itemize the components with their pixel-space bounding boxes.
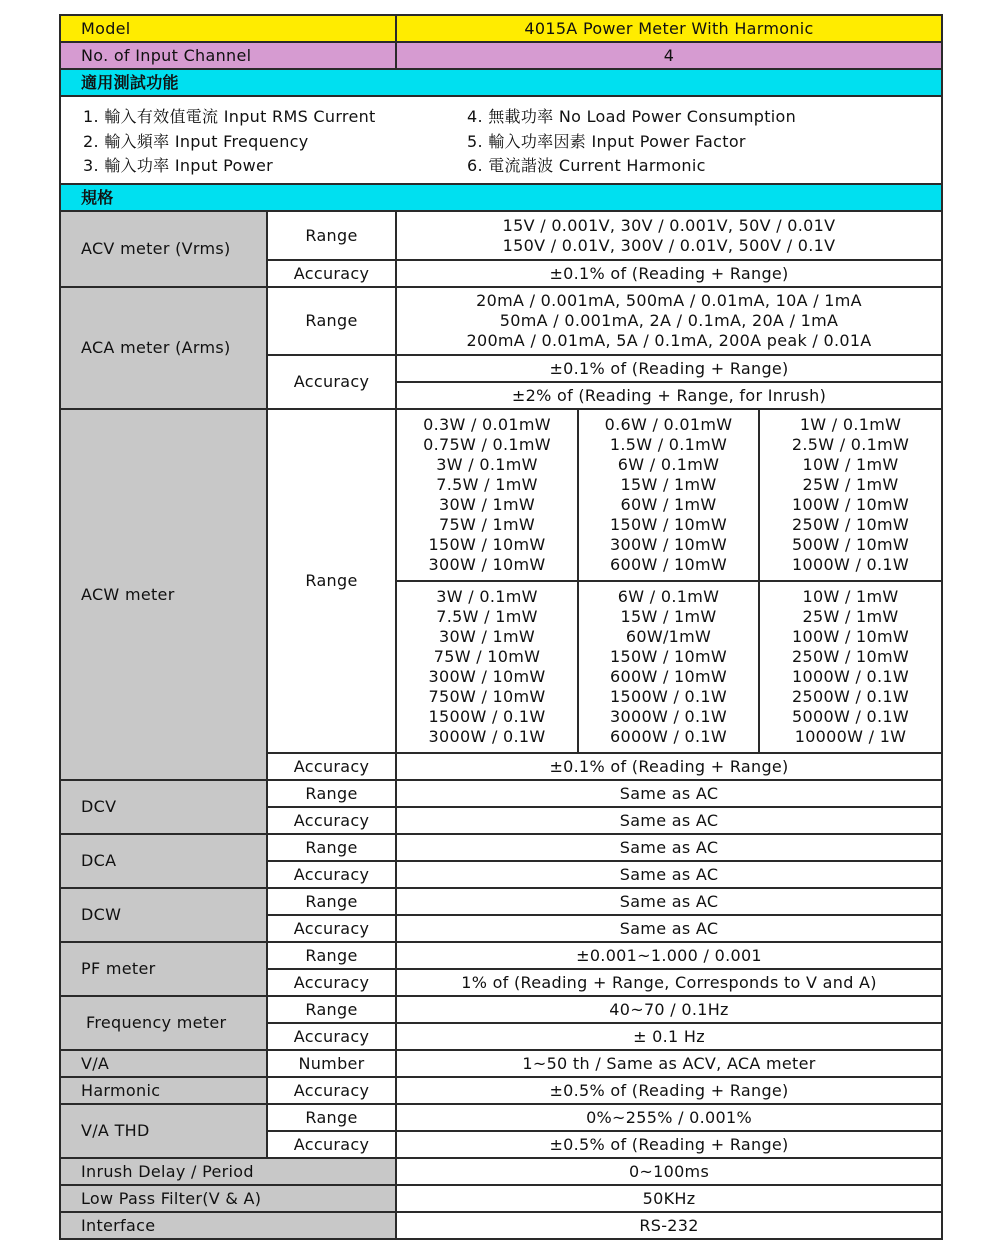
dca-accuracy-label: Accuracy xyxy=(267,861,396,888)
lpf-row xyxy=(60,1185,942,1212)
function-item: 6. 電流諧波 Current Harmonic xyxy=(467,156,706,175)
acw-range-entry: 2.5W / 0.1mW xyxy=(791,435,910,454)
interface-value: RS-232 xyxy=(396,1212,942,1239)
dcv-range-row xyxy=(60,780,942,807)
functions-list xyxy=(61,97,941,179)
acw-range-entry: 0.6W / 0.01mW xyxy=(604,415,733,434)
acw-range-entry: 300W / 10mW xyxy=(428,667,546,686)
function-item: 2. 輸入頻率 Input Frequency xyxy=(83,131,309,151)
pf-range-label: Range xyxy=(267,942,396,969)
acw-range-entry: 250W / 10mW xyxy=(792,647,910,666)
dca-accuracy-value: Same as AC xyxy=(396,861,942,888)
inrush-value: 0~100ms xyxy=(396,1158,942,1185)
functions-row xyxy=(60,96,942,184)
range-line: 150V / 0.01V, 300V / 0.01V, 500V / 0.1V xyxy=(502,235,836,255)
range-line: 200mA / 0.01mA, 5A / 0.1mA, 200A peak / 0.01A xyxy=(466,331,872,350)
lpf-label: Low Pass Filter(V & A) xyxy=(60,1185,396,1212)
spec-table xyxy=(59,14,943,1240)
va-sub-label: Number xyxy=(267,1050,396,1077)
vathd-range-label: Range xyxy=(267,1104,396,1131)
dcw-range-row xyxy=(60,888,942,915)
acw-range-entry: 7.5W / 1mW xyxy=(436,607,538,626)
acw-range-entry: 25W / 1mW xyxy=(802,607,899,626)
spec-header: 規格 xyxy=(60,184,942,211)
acw-range-entry: 1000W / 0.1W xyxy=(792,555,909,574)
dca-label: DCA xyxy=(60,834,267,888)
acw-block2-col-2 xyxy=(578,581,759,753)
acw-accuracy-label: Accuracy xyxy=(267,753,396,780)
model-row xyxy=(60,15,942,42)
dca-range-value: Same as AC xyxy=(396,834,942,861)
acw-range-entry: 750W / 10mW xyxy=(428,687,546,706)
acw-range-entry: 1W / 0.1mW xyxy=(799,415,902,434)
acw-range-entry: 10W / 1mW xyxy=(802,587,899,606)
aca-range-value xyxy=(396,287,942,355)
pf-range-row xyxy=(60,942,942,969)
acw-range-entry: 6000W / 0.1W xyxy=(610,727,727,746)
acv-range-value xyxy=(396,211,942,260)
pf-label: PF meter xyxy=(60,942,267,996)
acw-block1-col-2 xyxy=(578,409,759,581)
freq-range-label: Range xyxy=(267,996,396,1023)
vathd-label: V/A THD xyxy=(60,1104,267,1158)
acw-range-entry: 300W / 10mW xyxy=(610,535,728,554)
acw-range-entry: 600W / 10mW xyxy=(610,555,728,574)
dcw-label: DCW xyxy=(60,888,267,942)
acw-label: ACW meter xyxy=(60,409,267,780)
va-row xyxy=(60,1050,942,1077)
aca-range-row xyxy=(60,287,942,355)
harmonic-label: Harmonic xyxy=(60,1077,267,1104)
channels-label: No. of Input Channel xyxy=(60,42,396,69)
acw-range-entry: 0.3W / 0.01mW xyxy=(423,415,551,434)
dcv-range-label: Range xyxy=(267,780,396,807)
acw-range-entry: 7.5W / 1mW xyxy=(436,475,538,494)
acw-range-entry: 15W / 1mW xyxy=(620,475,717,494)
acw-range-entry: 1.5W / 0.1mW xyxy=(609,435,728,454)
harmonic-value: ±0.5% of (Reading + Range) xyxy=(396,1077,942,1104)
acw-range-entry: 75W / 1mW xyxy=(439,515,536,534)
acw-range-entry: 10000W / 1W xyxy=(794,727,907,746)
acw-range-entry: 1000W / 0.1W xyxy=(792,667,909,686)
dcv-label: DCV xyxy=(60,780,267,834)
acw-range-label: Range xyxy=(267,409,396,753)
acw-range-entry: 30W / 1mW xyxy=(439,627,536,646)
acw-range-entry: 0.75W / 0.1mW xyxy=(423,435,551,454)
acw-block1-row xyxy=(60,409,942,581)
acw-range-entry: 300W / 10mW xyxy=(428,555,546,574)
functions-header: 適用測試功能 xyxy=(60,69,942,96)
vathd-range-row xyxy=(60,1104,942,1131)
inrush-row xyxy=(60,1158,942,1185)
dcw-accuracy-label: Accuracy xyxy=(267,915,396,942)
vathd-range-value: 0%~255% / 0.001% xyxy=(396,1104,942,1131)
acw-range-entry: 60W / 1mW xyxy=(620,495,717,514)
function-item: 5. 輸入功率因素 Input Power Factor xyxy=(467,131,746,151)
acw-range-entry: 100W / 10mW xyxy=(792,627,910,646)
functions-header-row xyxy=(60,69,942,96)
acw-range-entry: 1500W / 0.1W xyxy=(428,707,546,726)
acw-range-entry: 150W / 10mW xyxy=(610,515,728,534)
acv-label: ACV meter (Vrms) xyxy=(60,211,267,287)
range-line: 50mA / 0.001mA, 2A / 0.1mA, 20A / 1mA xyxy=(499,311,839,330)
channels-row xyxy=(60,42,942,69)
spec-header-row xyxy=(60,184,942,211)
acw-block1-col-1 xyxy=(396,409,578,581)
freq-range-row xyxy=(60,996,942,1023)
acw-range-entry: 10W / 1mW xyxy=(802,455,899,474)
acw-range-entry: 15W / 1mW xyxy=(620,607,717,626)
dcv-accuracy-label: Accuracy xyxy=(267,807,396,834)
acv-accuracy-value: ±0.1% of (Reading + Range) xyxy=(396,260,942,287)
freq-range-value: 40~70 / 0.1Hz xyxy=(396,996,942,1023)
acw-range-entry: 250W / 10mW xyxy=(792,515,910,534)
function-item: 4. 無載功率 No Load Power Consumption xyxy=(467,107,797,126)
dcw-range-label: Range xyxy=(267,888,396,915)
pf-range-value: ±0.001~1.000 / 0.001 xyxy=(396,942,942,969)
acw-range-entry: 150W / 10mW xyxy=(428,535,546,554)
freq-label: Frequency meter xyxy=(60,996,267,1050)
va-label: V/A xyxy=(60,1050,267,1077)
acw-range-entry: 100W / 10mW xyxy=(792,495,910,514)
pf-accuracy-label: Accuracy xyxy=(267,969,396,996)
freq-accuracy-value: ± 0.1 Hz xyxy=(396,1023,942,1050)
aca-label: ACA meter (Arms) xyxy=(60,287,267,409)
acv-range-label: Range xyxy=(267,211,396,260)
dcw-range-value: Same as AC xyxy=(396,888,942,915)
acw-range-entry: 3W / 0.1mW xyxy=(436,587,538,606)
aca-accuracy-value-1: ±0.1% of (Reading + Range) xyxy=(396,355,942,382)
dcv-accuracy-value: Same as AC xyxy=(396,807,942,834)
vathd-accuracy-value: ±0.5% of (Reading + Range) xyxy=(396,1131,942,1158)
range-line: 20mA / 0.001mA, 500mA / 0.01mA, 10A / 1mA xyxy=(476,291,862,310)
acw-range-entry: 150W / 10mW xyxy=(610,647,728,666)
acw-range-entry: 6W / 0.1mW xyxy=(617,587,720,606)
acv-accuracy-label: Accuracy xyxy=(267,260,396,287)
pf-accuracy-value: 1% of (Reading + Range, Corresponds to V and A) xyxy=(396,969,942,996)
model-value: 4015A Power Meter With Harmonic xyxy=(396,15,942,42)
function-item: 3. 輸入功率 Input Power xyxy=(83,156,274,175)
acw-range-entry: 3000W / 0.1W xyxy=(428,727,546,746)
harmonic-row xyxy=(60,1077,942,1104)
acw-accuracy-value: ±0.1% of (Reading + Range) xyxy=(396,753,942,780)
range-line: 15V / 0.001V, 30V / 0.001V, 50V / 0.01V xyxy=(502,215,836,235)
aca-range-label: Range xyxy=(267,287,396,355)
inrush-label: Inrush Delay / Period xyxy=(60,1158,396,1185)
acw-block1-col-3 xyxy=(759,409,942,581)
model-label: Model xyxy=(60,15,396,42)
acw-range-entry: 5000W / 0.1W xyxy=(792,707,909,726)
acw-range-entry: 3000W / 0.1W xyxy=(610,707,727,726)
acw-range-entry: 2500W / 0.1W xyxy=(792,687,909,706)
acw-range-entry: 6W / 0.1mW xyxy=(617,455,720,474)
vathd-accuracy-label: Accuracy xyxy=(267,1131,396,1158)
acw-range-entry: 500W / 10mW xyxy=(792,535,910,554)
acw-range-entry: 1500W / 0.1W xyxy=(610,687,727,706)
freq-accuracy-label: Accuracy xyxy=(267,1023,396,1050)
dca-range-label: Range xyxy=(267,834,396,861)
va-value: 1~50 th / Same as ACV, ACA meter xyxy=(396,1050,942,1077)
acw-range-entry: 3W / 0.1mW xyxy=(436,455,538,474)
acw-range-entry: 60W/1mW xyxy=(625,627,712,646)
interface-row xyxy=(60,1212,942,1239)
function-item: 1. 輸入有效值電流 Input RMS Current xyxy=(83,107,376,126)
acv-range-row xyxy=(60,211,942,260)
aca-accuracy-label: Accuracy xyxy=(267,355,396,409)
acw-block2-col-3 xyxy=(759,581,942,753)
acw-range-entry: 25W / 1mW xyxy=(802,475,899,494)
acw-range-entry: 600W / 10mW xyxy=(610,667,728,686)
dcw-accuracy-value: Same as AC xyxy=(396,915,942,942)
acw-range-entry: 30W / 1mW xyxy=(439,495,536,514)
lpf-value: 50KHz xyxy=(396,1185,942,1212)
channels-value: 4 xyxy=(396,42,942,69)
harmonic-sub-label: Accuracy xyxy=(267,1077,396,1104)
dca-range-row xyxy=(60,834,942,861)
acw-range-entry: 75W / 10mW xyxy=(433,647,541,666)
dcv-range-value: Same as AC xyxy=(396,780,942,807)
acw-block2-col-1 xyxy=(396,581,578,753)
aca-accuracy-value-2: ±2% of (Reading + Range, for Inrush) xyxy=(396,382,942,409)
interface-label: Interface xyxy=(60,1212,396,1239)
